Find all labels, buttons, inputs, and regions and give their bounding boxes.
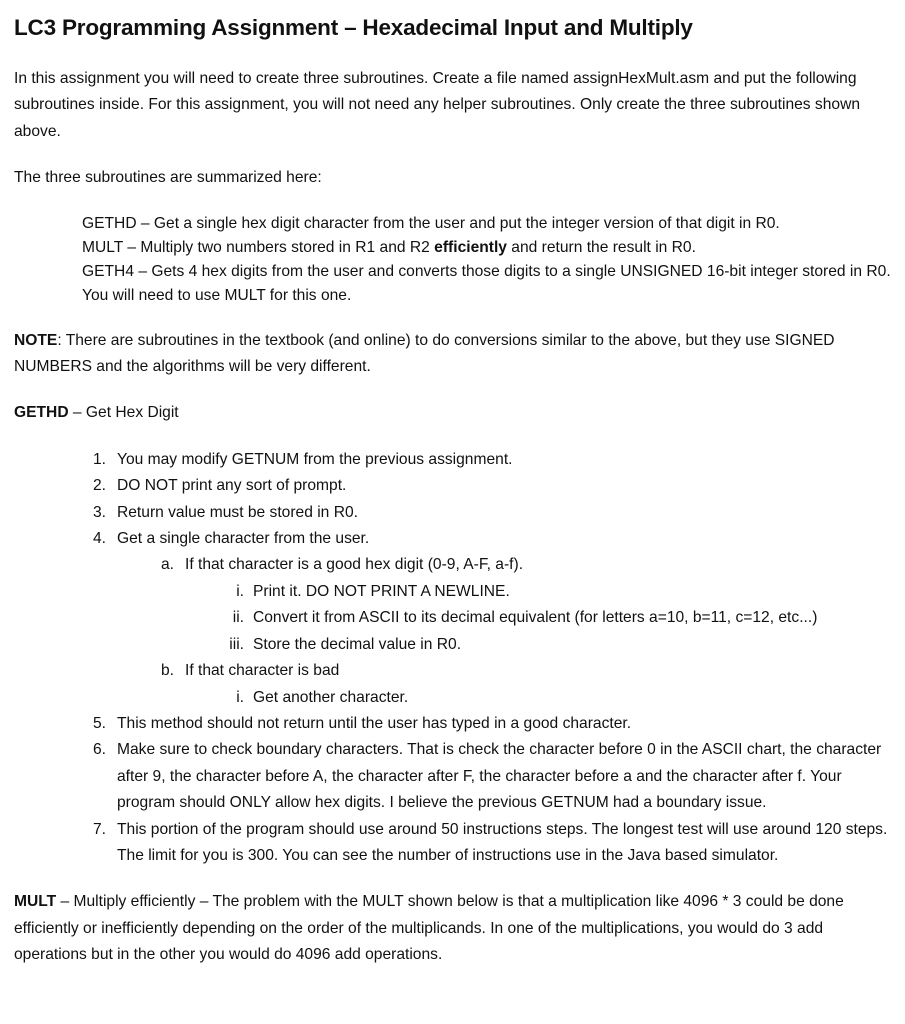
list-item: 1. You may modify GETNUM from the previous assignment. xyxy=(92,450,513,468)
list-item: 4. Get a single character from the user. a. If that character is a good hex digit (0-9, A-F, a-f). i. Print it. DO NOT PRINT A NEWLINE. ii. Convert it from ASCII to its decimal equivalent (for letters a=10, b=11, c=12, etc...) iii. Store the decimal value in R0. b. If that character is bad i. Get another character. xyxy=(14,526,898,711)
sub-sub-item: ii. Convert it from ASCII to its decimal equivalent (for letters a=10, b=11, c=12, etc...) xyxy=(232,609,818,627)
sub-sub-item: iii. Store the decimal value in R0. xyxy=(229,635,462,653)
efficiently-emphasis: efficiently xyxy=(434,238,507,256)
list-item: 7. This portion of the program should use around 50 instructions steps. The longest test will use around 120 steps. The limit for you is 300. You can see the number of instructions use in the Java based simulator. xyxy=(92,820,888,864)
summary-geth4: GETH4 – Gets 4 hex digits from the user and converts those digits to a single UNSIGNED 16-bit integer stored in R0. You will need to use MULT for this one. xyxy=(82,262,891,304)
sub-sub-item: i. Print it. DO NOT PRINT A NEWLINE. xyxy=(236,582,510,600)
summary-lead: The three subroutines are summarized here: xyxy=(14,169,322,187)
list-item: 3. Return value must be stored in R0. xyxy=(92,503,358,521)
list-item: 2. DO NOT print any sort of prompt. xyxy=(92,477,347,495)
gethd-steps xyxy=(14,447,898,870)
intro-paragraph: In this assignment you will need to create three subroutines. Create a file named assignHexMult.asm and put the following subroutines inside. For this assignment, you will not need any helper subroutines. Only create the three subroutines shown above. xyxy=(14,70,860,140)
list-item: 6. Make sure to check boundary characters. That is check the character before 0 in the ASCII chart, the character after 9, the character before A, the character after F, the character before a and the character after f. Your program should ONLY allow hex digits. I believe the previous GETNUM had a boundary issue. xyxy=(92,741,882,812)
document-page xyxy=(14,12,898,969)
sub-sub-item: i. Get another character. xyxy=(236,688,409,706)
gethd-heading: GETHD – Get Hex Digit xyxy=(14,404,179,422)
summary-gethd: GETHD – Get a single hex digit character from the user and put the integer version of that digit in R0. xyxy=(82,214,780,232)
mult-paragraph: MULT – Multiply efficiently – The problem with the MULT shown below is that a multiplication like 4096 * 3 could be done efficiently or inefficiently depending on the order of the multiplicands. In one of the multiplications, you would do 3 add operations but in the other you would do 4096 add operations. xyxy=(14,893,844,964)
note-paragraph: NOTE: There are subroutines in the textbook (and online) to do conversions similar to the above, but they use SIGNED NUMBERS and the algorithms will be very different. xyxy=(14,331,835,376)
summary-mult: MULT – Multiply two numbers stored in R1 and R2 efficiently and return the result in R0. xyxy=(82,238,696,256)
sub-item: a. If that character is a good hex digit (0-9, A-F, a-f). xyxy=(160,556,524,574)
mult-label: MULT xyxy=(14,893,57,911)
list-item: 5. This method should not return until the user has typed in a good character. xyxy=(92,714,632,732)
sub-item: b. If that character is bad xyxy=(160,662,340,680)
note-label: NOTE xyxy=(14,331,58,349)
document-title: LC3 Programming Assignment – Hexadecimal Input and Multiply xyxy=(14,15,693,40)
subroutine-summary xyxy=(82,212,898,308)
